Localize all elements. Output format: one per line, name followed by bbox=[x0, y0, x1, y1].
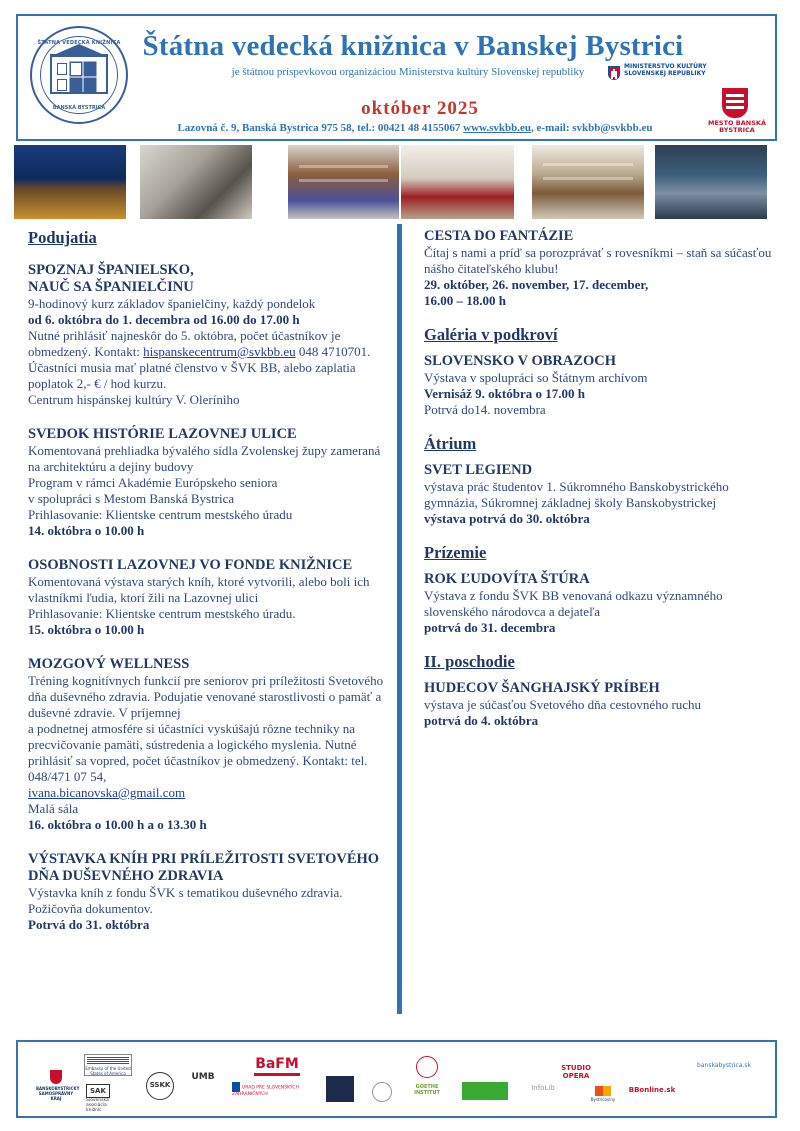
letterhead bbox=[16, 14, 777, 141]
city-logo-text: MESTO BANSKÁ BYSTRICA bbox=[708, 119, 766, 134]
event-text: Komentovaná výstava starých kníh, ktoré vytvorili, alebo boli ich vlastníkmi ľudia, ktorí žili na Lazovnej ulici Prihlasovanie: Klientske centrum mestského úradu. bbox=[28, 574, 370, 621]
event-text-part: Nutné prihlásiť najneskôr do 5. októbra, počet účastníkov je obmedzený. Kontakt: bbox=[28, 328, 341, 359]
event-text: výstava prác študentov 1. Súkromného Banskobystrického gymnázia, Súkromnej základnej školy Banskobystrickej bbox=[424, 479, 729, 510]
partner-logo-text: SAK bbox=[86, 1084, 110, 1098]
partner-logo bbox=[36, 1070, 80, 1101]
event-title: CESTA DO FANTÁZIE bbox=[424, 228, 574, 244]
event-date: Vernisáž 9. októbra o 17.00 h bbox=[424, 386, 585, 401]
library-seal-logo bbox=[30, 26, 128, 124]
event-slovakia-pictures bbox=[424, 353, 774, 418]
seal-text-bottom: BANSKÁ BYSTRICA bbox=[52, 105, 106, 111]
bystricoviny-icon bbox=[595, 1086, 611, 1096]
event-title: SLOVENSKO V OBRAZOCH bbox=[424, 353, 617, 369]
event-title: HUDECOV ŠANGHAJSKÝ PRÍBEH bbox=[424, 680, 660, 696]
photo-exhibition bbox=[655, 145, 767, 219]
partner-logo: BBonline.sk bbox=[628, 1086, 676, 1094]
event-title: VÝSTAVKA KNÍH PRI PRÍLEŽITOSTI SVETOVÉHO DŇA DUŠEVNÉHO ZDRAVIA bbox=[28, 851, 380, 884]
event-fantasy-club bbox=[424, 228, 774, 309]
slovak-crest-icon bbox=[232, 1082, 240, 1092]
partner-logo-text: BANSKOBYSTRICKÝ SAMOSPRÁVNY KRAJ bbox=[36, 1086, 80, 1101]
section-heading-podujatia: Podujatia bbox=[28, 228, 97, 247]
event-text: Komentovaná prehliadka bývalého sídla Zvolenskej župy zameraná na architektúru a dejiny budovy Program v rámci Akadémie Európskeho seniora v spolupráci s Mestom Banská Bystrica Prihlasovanie: Klientske centrum mestského úradu bbox=[28, 443, 381, 522]
library-subtitle: je štátnou príspevkovou organizáciou Ministerstva kultúry Slovenskej republiky bbox=[231, 66, 585, 78]
event-date: potrvá do 31. decembra bbox=[424, 620, 556, 635]
library-title: Štátna vedecká knižnica v Banskej Bystrici bbox=[142, 30, 684, 62]
photo-hall-chairs bbox=[401, 145, 514, 219]
event-personalities-exhibit bbox=[28, 557, 390, 638]
partner-logo bbox=[586, 1086, 620, 1104]
event-title: OSOBNOSTI LAZOVNEJ VO FONDE KNIŽNICE bbox=[28, 557, 353, 573]
photo-reading-room bbox=[288, 145, 399, 219]
us-flag-icon bbox=[87, 1057, 129, 1065]
event-spanish-course bbox=[28, 262, 390, 408]
partner-logo: GOETHE INSTITUT bbox=[414, 1084, 440, 1096]
event-title: SVEDOK HISTÓRIE LAZOVNEJ ULICE bbox=[28, 426, 297, 442]
city-logo bbox=[702, 88, 772, 138]
month-title: október 2025 bbox=[361, 98, 479, 119]
event-text: výstava je súčasťou Svetového dňa cestovného ruchu bbox=[424, 697, 702, 712]
ministry-logo-text: MINISTERSTVO KULTÚRY SLOVENSKEJ REPUBLIKY bbox=[624, 63, 707, 77]
event-text-part: 048 4710701. Účastníci musia mať platné členstvo v ŠVK BB, alebo zaplatia poplatok 2,- € / hod kurzu. Centrum hispánskej kultúry V. Oleríniho bbox=[28, 344, 371, 407]
event-date: výstava potrvá do 30. októbra bbox=[424, 511, 590, 526]
event-date: 16. októbra o 10.00 h a o 13.30 h bbox=[28, 817, 207, 832]
website-link[interactable]: www.svkbb.eu bbox=[463, 122, 532, 134]
section-heading-atrium: Átrium bbox=[424, 434, 477, 453]
event-world-legends bbox=[424, 462, 774, 527]
right-column bbox=[424, 228, 774, 745]
event-duration: Potrvá do14. novembra bbox=[424, 402, 546, 417]
event-date: Potrvá do 31. októbra bbox=[28, 917, 150, 932]
partner-logo-dark bbox=[326, 1076, 354, 1102]
partner-logo-round bbox=[416, 1056, 438, 1078]
left-column bbox=[28, 228, 390, 951]
partner-logo bbox=[84, 1054, 132, 1076]
ministry-logo bbox=[608, 60, 708, 90]
partner-logo: BaFM bbox=[254, 1056, 300, 1076]
event-title: ROK ĽUDOVÍTA ŠTÚRA bbox=[424, 571, 590, 587]
event-mental-health-books bbox=[28, 851, 390, 933]
event-date: potrvá do 4. októbra bbox=[424, 713, 539, 728]
event-text: 9-hodinový kurz základov španielčiny, každý pondelok bbox=[28, 296, 316, 311]
contact-line bbox=[126, 122, 704, 134]
event-date: od 6. októbra do 1. decembra od 16.00 do 17.00 h bbox=[28, 312, 300, 327]
partner-logo-text: Embassy of the United States of America bbox=[85, 1066, 131, 1076]
partner-logo bbox=[86, 1084, 140, 1113]
region-crest-icon bbox=[50, 1070, 62, 1084]
event-title: SPOZNAJ ŠPANIELSKO, NAUČ SA ŠPANIELČINU bbox=[28, 262, 194, 295]
partner-logo-text: ÚRAD PRE SLOVENSKÝCH ZAHRANIČNÝCH bbox=[232, 1085, 299, 1097]
partner-logo: InfoLib bbox=[531, 1084, 555, 1092]
partner-logo: SSKK bbox=[146, 1072, 174, 1100]
event-text: Výstavka kníh z fondu ŠVK s tematikou duševného zdravia. Požičovňa dokumentov. bbox=[28, 885, 343, 916]
event-title: SVET LEGIEND bbox=[424, 462, 533, 478]
event-title: MOZGOVÝ WELLNESS bbox=[28, 656, 190, 672]
seal-text-top: ŠTÁTNA VEDECKÁ KNIŽNICA bbox=[37, 40, 121, 46]
event-text: Výstava v spolupráci so Štátnym archívom bbox=[424, 370, 648, 385]
partner-logo: STUDIO OPERA bbox=[561, 1064, 591, 1080]
partner-logos-footer bbox=[16, 1040, 777, 1118]
partner-logo-text: Slovenská asociácia knižníc bbox=[86, 1098, 109, 1113]
photo-building-night bbox=[14, 145, 126, 219]
partner-logo-text: Bystricoviny bbox=[590, 1097, 616, 1102]
photo-library-shelves bbox=[532, 145, 644, 219]
slovak-crest-icon bbox=[608, 66, 620, 80]
event-text: Výstava z fondu ŠVK BB venovaná odkazu významného slovenského národovca a dejateľa bbox=[424, 588, 723, 619]
event-place: Malá sála bbox=[28, 801, 79, 816]
event-text: Tréning kognitívnych funkcií pre seniorov pri príležitosti Svetového dňa duševného zdravia. Podujatie venované starostlivosti o pamäť a duševné zdravie. V príjemnej a podnetnej atmosfére si účastníci vyskúšajú rôzne techniky na precvičovanie pamäti, sústredenia a logického myslenia. Nutné prihlásiť sa vopred, počet účastníkov je obmedzený. Kontakt: tel. 048/471 07 54, bbox=[28, 673, 384, 784]
event-date: 15. októbra o 10.00 h bbox=[28, 622, 145, 637]
event-date: 29. október, 26. november, 17. december, 16.00 – 18.00 h bbox=[424, 277, 649, 308]
event-brain-wellness bbox=[28, 656, 390, 833]
section-heading-prizemie: Prízemie bbox=[424, 543, 487, 562]
partner-logo-round bbox=[372, 1082, 392, 1102]
contact-email: , e-mail: svkbb@svkbb.eu bbox=[531, 122, 653, 134]
event-date: 14. októbra o 10.00 h bbox=[28, 523, 145, 538]
city-crest-icon bbox=[722, 88, 748, 118]
partner-logo: UMB bbox=[191, 1072, 215, 1082]
email-link[interactable]: hispanskecentrum@svkbb.eu bbox=[143, 344, 296, 359]
building-roof-icon bbox=[56, 44, 102, 54]
event-text: Čítaj s nami a príď sa porozprávať s rovesníkmi – staň sa súčasťou nášho čitateľského klubu! bbox=[424, 245, 772, 276]
email-link[interactable]: ivana.bicanovska@gmail.com bbox=[28, 785, 186, 800]
event-hudec-shanghai bbox=[424, 680, 774, 729]
event-history-tour bbox=[28, 426, 390, 539]
column-divider bbox=[397, 224, 402, 1014]
event-stur-year bbox=[424, 571, 774, 636]
partner-logo: banskabystrica.sk bbox=[697, 1062, 751, 1069]
building-icon bbox=[50, 54, 108, 94]
photo-readers bbox=[140, 145, 252, 219]
section-heading-galeria: Galéria v podkroví bbox=[424, 325, 558, 344]
event-text bbox=[28, 328, 390, 408]
partner-logo-green bbox=[462, 1082, 508, 1100]
partner-logo bbox=[232, 1082, 322, 1097]
contact-address: Lazovná č. 9, Banská Bystrica 975 58, tel.: 00421 48 4155067 bbox=[177, 122, 464, 134]
section-heading-second-floor: II. poschodie bbox=[424, 652, 515, 671]
